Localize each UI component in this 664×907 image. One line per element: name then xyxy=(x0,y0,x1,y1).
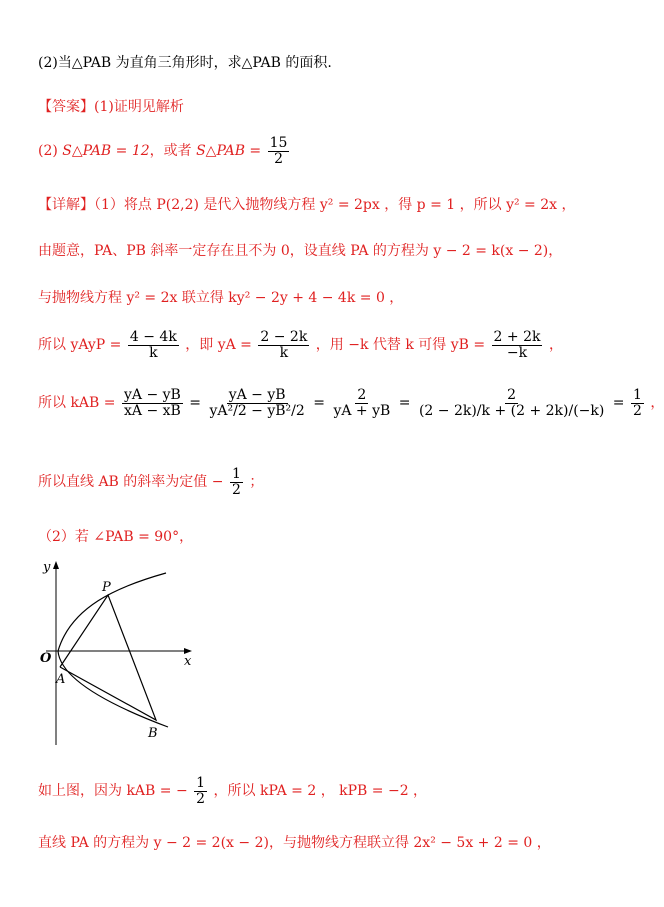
label-x: x xyxy=(184,654,192,669)
detail-line-7: （2）若 ∠PAB = 90°， xyxy=(38,529,194,545)
fraction-kAB-4: $\frac{2}{(2 - 2k)/k + (2 + 2k)/(-k)}$ xyxy=(418,387,605,419)
answer-part-1: (1)证明见解析 xyxy=(94,99,184,115)
parabola-curve xyxy=(58,573,168,727)
fraction-yA: $\frac{2 - 2k}{k}$ xyxy=(260,329,308,361)
detail-line-6: 所以直线 AB 的斜率为定值 − $\frac{1}{2}$ ； xyxy=(38,466,264,498)
detail-line-2: 由题意，PA、PB 斜率一定存在且不为 0，设直线 PA 的方程为 y − 2 = k(x − 2)， xyxy=(38,243,563,259)
label-p: P xyxy=(102,580,111,595)
fraction-slope: $\frac{1}{2}$ xyxy=(231,466,241,498)
fraction-kAB-3: $\frac{2}{yA + yB}$ xyxy=(333,387,391,419)
question-2-text: (2)当△PAB 为直角三角形时，求△PAB 的面积. xyxy=(38,55,332,71)
fraction-yB: $\frac{2 + 2k}{-k}$ xyxy=(493,329,541,361)
fraction-yAyP: $\frac{4 - 4k}{k}$ xyxy=(129,329,177,361)
detail-line-4: 所以 yAyP = $\frac{4 - 4k}{k}$ ，即 yA = $\frac{2 - 2k}{k}$ ，用 −k 代替 k 可得 yB = $\frac{2 + 2k}{-k}$ ， xyxy=(38,329,563,361)
fraction-kAB-5: $\frac{1}{2}$ xyxy=(632,387,642,419)
detail-line-5: 所以 kAB = $\frac{yA - yB}{xA - xB}$ = $\frac{yA - yB}{\text{yA²/2 − yB²/2}}$ = $\frac{2}{yA + yB}$ = $\frac{2}{(2 - 2k)/k + (2 + 2k)/(-k)}$ = $\frac{1}{2}$ ， xyxy=(38,387,664,419)
detail-line-8: 如上图，因为 kAB = − $\frac{1}{2}$ ，所以 kPA = 2 ， kPB = −2 ， xyxy=(38,775,428,807)
detail-label: 【详解】 xyxy=(38,197,94,213)
answer-2-prefix: (2) xyxy=(38,143,58,160)
answer-2-fraction: $\frac{15}{2}$ xyxy=(269,135,288,167)
detail-line-3: 与抛物线方程 y² = 2x 联立得 ky² − 2y + 4 − 4k = 0 ， xyxy=(38,290,404,306)
answer-2-or: ，或者 xyxy=(149,143,192,160)
detail-line-1 xyxy=(38,194,576,214)
y-axis-arrow-icon xyxy=(53,561,59,569)
fraction-kAB-1: $\frac{yA - yB}{xA - xB}$ xyxy=(123,387,181,419)
detail-line-9: 直线 PA 的方程为 y − 2 = 2(x − 2)，与抛物线方程联立得 2x² − 5x + 2 = 0 ， xyxy=(38,835,551,851)
answer-2-eq1: S△PAB = 12 xyxy=(62,143,150,160)
label-origin: O xyxy=(40,651,52,666)
fraction-kAB-value: $\frac{1}{2}$ xyxy=(196,775,206,807)
fraction-kAB-2: $\frac{yA - yB}{\text{yA²/2 − yB²/2}}$ xyxy=(209,387,305,419)
answer-line xyxy=(38,96,184,116)
detail-step-1: （1）将点 P(2,2) 是代入抛物线方程 y² = 2px ，得 p = 1 ，所以 y² = 2x ， xyxy=(94,197,576,213)
parabola-figure xyxy=(36,555,206,750)
label-b: B xyxy=(148,726,158,741)
answer-2-eq2-left: S△PAB = xyxy=(196,143,262,160)
answer-label: 【答案】 xyxy=(38,99,94,115)
label-a: A xyxy=(56,672,66,687)
label-y: y xyxy=(43,560,51,575)
answer-part-2 xyxy=(38,136,291,166)
